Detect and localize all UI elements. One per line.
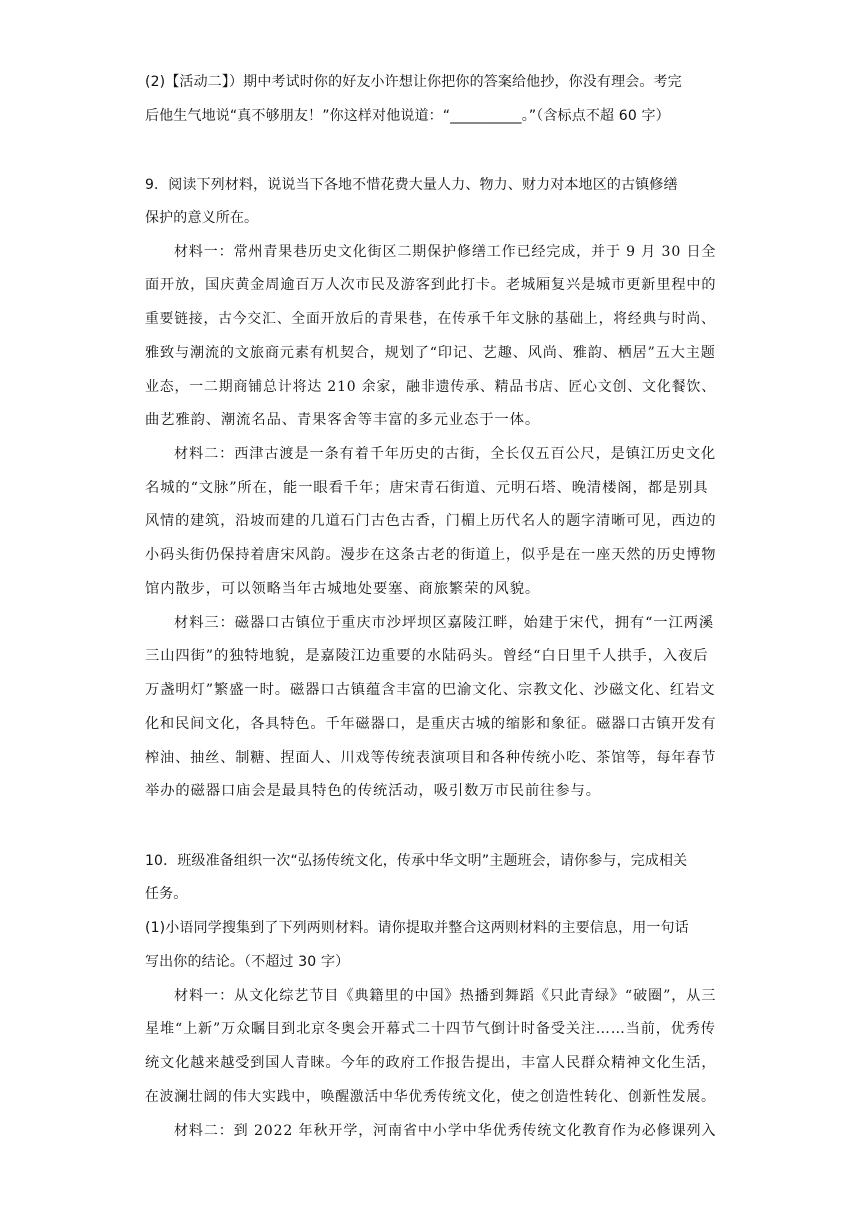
q10-material1-line: 材料一：从文化综艺节目《典籍里的中国》热播到舞蹈《只此青绿》“破圈”，从三 xyxy=(174,988,717,1004)
q10-stem-line-1: 10．班级准备组织一次“弘扬传统文化，传承中华文明”主题班会，请你参与，完成相关 xyxy=(145,853,688,869)
q9-material2-line: 小码头街仍保持着唐宋风韵。漫步在这条古老的街道上，似乎是在一座天然的历史博物 xyxy=(145,547,717,563)
q8-part2-line-2: 后他生气地说“真不够朋友！”你这样对他说道：“__________。”（含标点不超 60 字） xyxy=(145,108,670,124)
q9-material1-line: 雅致与潮流的文旅商元素有机契合，规划了“印记、艺趣、风尚、雅韵、栖居”五大主题 xyxy=(145,345,716,361)
q10-part1-line-2: 写出你的结论。（不超过 30 字） xyxy=(145,954,350,970)
q9-material1-line: 材料一：常州青果巷历史文化街区二期保护修缮工作已经完成，并于 9 月 30 日全 xyxy=(174,244,717,260)
q10-part1-line-1: (1)小语同学搜集到了下列两则材料。请你提取并整合这两则材料的主要信息，用一句话 xyxy=(145,920,689,936)
q10-stem-line-2: 任务。 xyxy=(145,886,188,902)
q9-material1-line: 业态，一二期商铺总计将达 210 余家，融非遗传承、精品书店、匠心文创、文化餐饮、 xyxy=(145,379,716,395)
q9-material3-line: 化和民间文化，各具特色。千年磁器口，是重庆古城的缩影和象征。磁器口古镇开发有 xyxy=(145,716,717,732)
q9-material2-line: 风情的建筑，沿坡而建的几道石门古色古香，门楣上历代名人的题字清晰可见，西边的 xyxy=(145,513,717,529)
q8-part2-line-1: (2)【活动二】）期中考试时你的好友小许想让你把你的答案给他抄，你没有理会。考完 xyxy=(145,74,682,90)
q10-material1-line: 统文化越来越受到国人青睐。今年的政府工作报告提出，丰富人民群众精神文化生活， xyxy=(145,1055,717,1071)
q9-material2-line: 馆内散步，可以领略当年古城地处要塞、商旅繁荣的风貌。 xyxy=(145,581,541,597)
q9-material3-line: 榨油、抽丝、制糖、捏面人、川戏等传统表演项目和各种传统小吃、茶馆等，每年春节 xyxy=(145,750,717,766)
q9-material2-line: 材料二：西津古渡是一条有着千年历史的古街，全长仅五百公尺，是镇江历史文化 xyxy=(174,446,717,462)
q9-material1-line: 重要链接，古今交汇、全面开放后的青果巷，在传承千年文脉的基础上，将经典与时尚、 xyxy=(145,311,716,327)
q9-material1-line: 面开放，国庆黄金周逾百万人次市民及游客到此打卡。老城厢复兴是城市更新里程中的 xyxy=(145,277,717,293)
q9-material1-line: 曲艺雅韵、潮流名品、青果客舍等丰富的多元业态于一体。 xyxy=(145,412,541,428)
q9-stem-line-2: 保护的意义所在。 xyxy=(145,210,259,226)
q10-material1-line: 在波澜壮阔的伟大实践中，唤醒激活中华优秀传统文化，使之创造性转化、创新性发展。 xyxy=(145,1089,716,1105)
q9-material3-line: 举办的磁器口庙会是最具特色的传统活动，吸引数万市民前往参与。 xyxy=(145,783,601,799)
q9-stem-line-1: 9．阅读下列材料，说说当下各地不惜花费大量人力、物力、财力对本地区的古镇修缮 xyxy=(145,177,678,193)
q9-material3-line: 三山四街”的独特地貌，是嘉陵江边重要的水陆码头。曾经“白日里千人拱手，入夜后 xyxy=(145,648,709,664)
q10-material2-line: 材料二：到 2022 年秋开学，河南省中小学中华优秀传统文化教育作为必修课列入 xyxy=(174,1123,717,1139)
q10-material1-line: 星堆“上新”万众瞩目到北京冬奥会开幕式二十四节气倒计时备受关注……当前，优秀传 xyxy=(145,1021,716,1037)
q9-material2-line: 名城的“文脉”所在，能一眼看千年；唐宋青石街道、元明石塔、晚清楼阁，都是别具 xyxy=(145,480,709,496)
q9-material3-line: 材料三：磁器口古镇位于重庆市沙坪坝区嘉陵江畔，始建于宋代，拥有“一江两溪 xyxy=(174,615,715,631)
q9-material3-line: 万盏明灯”繁盛一时。磁器口古镇蕴含丰富的巴渝文化、宗教文化、沙磁文化、红岩文 xyxy=(145,682,716,698)
